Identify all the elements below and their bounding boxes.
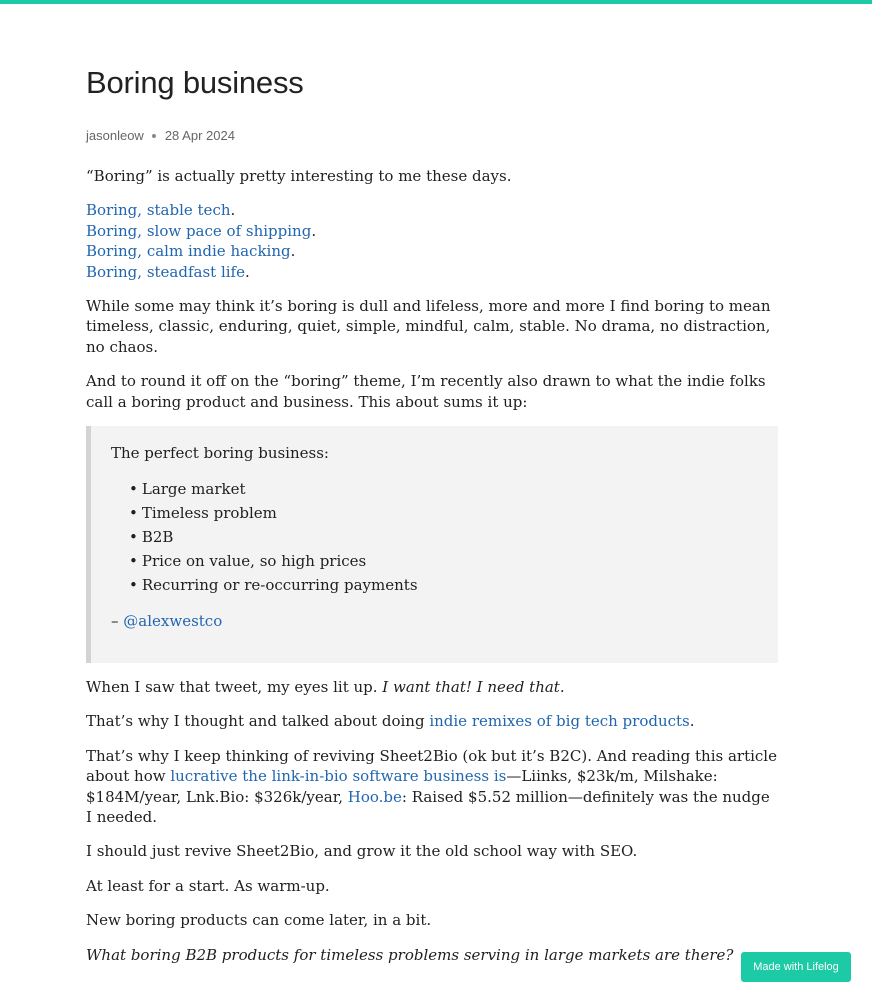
link-suffix: . bbox=[244, 262, 250, 281]
boring-business-quote bbox=[86, 426, 778, 663]
warmup-paragraph: At least for a start. As warm-up. bbox=[86, 876, 330, 895]
boring-link-steadfast-life[interactable]: Boring, steadfast life bbox=[86, 262, 245, 281]
hoobe-link[interactable]: Hoo.be bbox=[347, 787, 402, 806]
tweet-text: When I saw that tweet, my eyes lit up. bbox=[86, 677, 383, 696]
tweet-paragraph bbox=[86, 677, 778, 697]
list-item: • B2B bbox=[129, 525, 758, 549]
quote-heading: The perfect boring business: bbox=[111, 444, 329, 463]
post-article bbox=[86, 60, 778, 979]
credit-prefix: – bbox=[111, 612, 124, 631]
boring-link-slow-shipping[interactable]: Boring, slow pace of shipping bbox=[86, 221, 312, 240]
list-item: • Timeless problem bbox=[129, 501, 758, 525]
revive-paragraph: I should just revive Sheet2Bio, and grow it the old school way with SEO. bbox=[86, 842, 638, 861]
tweet-emphasis: I want that! I need that. bbox=[382, 677, 565, 696]
top-accent-bar bbox=[0, 0, 872, 4]
round-off-paragraph: And to round it off on the “boring” theme, I’m recently also drawn to what the indie folks call a boring product and business. This about sums it up: bbox=[86, 372, 766, 411]
closing-question bbox=[86, 945, 778, 965]
post-body bbox=[86, 166, 778, 965]
timeless-paragraph: While some may think it’s boring is dull and lifeless, more and more I find boring to mean timeless, classic, enduring, quiet, simple, mindful, calm, stable. No drama, no distraction, no chaos. bbox=[86, 297, 771, 356]
sheet-text-before: That’s why I keep thinking of reviving Sheet2Bio (ok but it’s B2C). And reading this article about how bbox=[86, 746, 777, 786]
indie-remixes-link[interactable]: indie remixes of big tech products bbox=[429, 712, 690, 731]
alexwestco-link[interactable]: @alexwestco bbox=[123, 612, 223, 631]
quote-list bbox=[111, 477, 758, 597]
sheet-text-middle: —Liinks, $23k/m, Milshake: $184M/year, Lnk.Bio: $326k/year, bbox=[86, 767, 718, 806]
link-suffix: . bbox=[311, 221, 317, 240]
list-item: • Recurring or re-occurring payments bbox=[129, 573, 758, 597]
closing-question-text: What boring B2B products for timeless problems serving in large markets are there? bbox=[86, 945, 734, 964]
remix-text-after: . bbox=[689, 712, 695, 731]
sheet2bio-paragraph bbox=[86, 746, 778, 828]
link-suffix: . bbox=[230, 201, 236, 220]
later-paragraph: New boring products can come later, in a bit. bbox=[86, 911, 432, 930]
remix-text-before: That’s why I thought and talked about doing bbox=[86, 712, 430, 731]
meta-separator-dot bbox=[152, 134, 156, 138]
post-meta bbox=[86, 126, 778, 146]
link-in-bio-article-link[interactable]: lucrative the link-in-bio software business is bbox=[170, 767, 507, 786]
sheet-text-after: : Raised $5.52 million—definitely was the nudge I needed. bbox=[86, 787, 770, 826]
list-item: • Large market bbox=[129, 477, 758, 501]
boring-links-paragraph bbox=[86, 200, 778, 282]
post-date: 28 Apr 2024 bbox=[164, 128, 235, 143]
boring-link-calm-indie-hacking[interactable]: Boring, calm indie hacking bbox=[86, 242, 291, 261]
link-suffix: . bbox=[290, 242, 296, 261]
list-item: • Price on value, so high prices bbox=[129, 549, 758, 573]
boring-link-stable-tech[interactable]: Boring, stable tech bbox=[86, 201, 231, 220]
post-title: Boring business bbox=[86, 65, 304, 100]
made-with-lifelog-button[interactable]: Made with Lifelog bbox=[741, 952, 851, 982]
quote-credit bbox=[111, 611, 758, 631]
author-link[interactable]: jasonleow bbox=[86, 128, 144, 143]
intro-paragraph: “Boring” is actually pretty interesting to me these days. bbox=[86, 167, 512, 185]
remix-paragraph bbox=[86, 711, 778, 731]
